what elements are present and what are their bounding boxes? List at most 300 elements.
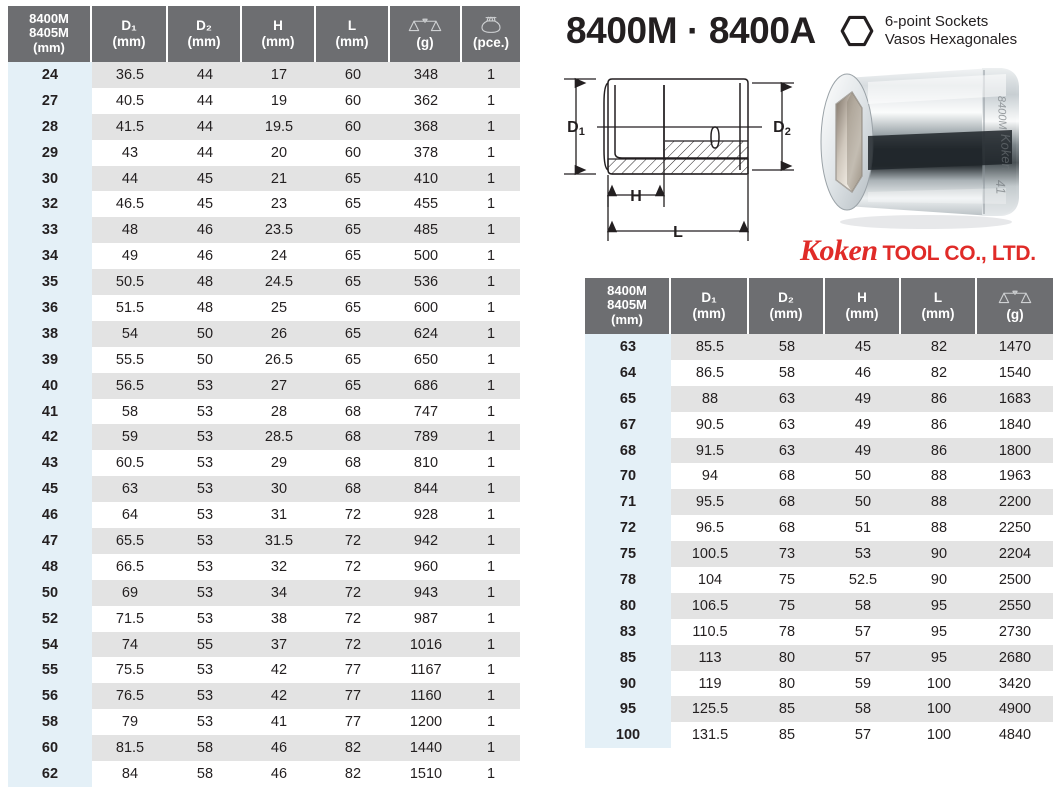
table-row [8,683,520,709]
column-header-line1: D₁ [121,18,137,34]
cell-size: 71 [585,489,671,515]
cell-g: 943 [390,580,462,606]
column-header-d2 [168,6,242,62]
cell-d1: 50.5 [92,269,168,295]
column-header-g [977,278,1053,334]
cell-size: 65 [585,386,671,412]
cell-d2: 58 [168,761,242,787]
socket-cross-section-diagram [552,55,814,251]
cell-l: 82 [901,334,977,360]
cell-size: 70 [585,463,671,489]
cell-h: 46 [825,360,901,386]
cell-h: 31.5 [242,528,316,554]
cell-l: 65 [316,191,390,217]
cell-h: 59 [825,671,901,697]
cell-d2: 68 [749,463,825,489]
cell-d2: 44 [168,62,242,88]
cell-l: 77 [316,657,390,683]
cell-l: 77 [316,709,390,735]
cell-d1: 55.5 [92,347,168,373]
cell-g: 1510 [390,761,462,787]
cell-g: 2550 [977,593,1053,619]
cell-h: 20 [242,140,316,166]
table-row [8,476,520,502]
cell-size: 52 [8,606,92,632]
cell-d2: 48 [168,295,242,321]
cell-d2: 58 [749,360,825,386]
cell-d2: 53 [168,502,242,528]
cell-l: 60 [316,88,390,114]
cell-size: 35 [8,269,92,295]
cell-g: 1683 [977,386,1053,412]
cell-size: 80 [585,593,671,619]
cell-d1: 119 [671,671,749,697]
cell-l: 65 [316,295,390,321]
column-header-unit: (mm) [187,33,221,49]
cell-h: 58 [825,696,901,722]
cell-d2: 85 [749,696,825,722]
specification-table-2-container [585,278,1053,748]
table-row [585,463,1053,489]
cell-g: 1800 [977,438,1053,464]
diagram-label-d2: D2 [773,119,791,138]
cell-d1: 84 [92,761,168,787]
cell-g: 1016 [390,632,462,658]
cell-pce: 1 [462,476,520,502]
cell-d2: 80 [749,671,825,697]
cell-pce: 1 [462,321,520,347]
specification-table-2 [585,278,1053,748]
cell-d2: 53 [168,709,242,735]
cell-l: 65 [316,347,390,373]
cell-d2: 75 [749,567,825,593]
cell-d2: 63 [749,438,825,464]
cell-g: 686 [390,373,462,399]
cell-l: 65 [316,166,390,192]
table-row [585,412,1053,438]
cell-h: 24 [242,243,316,269]
cell-d1: 76.5 [92,683,168,709]
table-row [585,489,1053,515]
cell-d1: 64 [92,502,168,528]
table-row [585,567,1053,593]
cell-g: 2680 [977,645,1053,671]
column-header-line1: D₂ [196,18,212,34]
cell-pce: 1 [462,140,520,166]
table-row [585,360,1053,386]
table-row [8,166,520,192]
table-row [8,657,520,683]
cell-h: 50 [825,489,901,515]
cell-pce: 1 [462,450,520,476]
cell-d1: 110.5 [671,619,749,645]
cell-g: 987 [390,606,462,632]
cell-g: 1840 [977,412,1053,438]
cell-l: 86 [901,438,977,464]
table-row [585,515,1053,541]
cell-size: 40 [8,373,92,399]
cell-l: 82 [901,360,977,386]
cell-l: 68 [316,450,390,476]
table-row [8,606,520,632]
column-header-unit: (mm) [769,305,803,321]
cell-size: 36 [8,295,92,321]
cell-size: 56 [8,683,92,709]
cell-h: 34 [242,580,316,606]
cell-l: 88 [901,515,977,541]
table-row [8,528,520,554]
cell-g: 500 [390,243,462,269]
koken-logo-mark: Koken [800,234,878,267]
table-row [8,502,520,528]
cell-l: 100 [901,696,977,722]
table-row [585,334,1053,360]
cell-size: 29 [8,140,92,166]
balance-scale-icon [977,289,1053,306]
cell-size: 34 [8,243,92,269]
cell-d2: 78 [749,619,825,645]
cell-d2: 53 [168,528,242,554]
cell-l: 68 [316,476,390,502]
cell-d1: 95.5 [671,489,749,515]
cell-d2: 53 [168,580,242,606]
page-title: 8400M · 8400A [566,10,816,51]
cell-l: 72 [316,528,390,554]
column-header-unit: (mm) [335,33,369,49]
cell-g: 624 [390,321,462,347]
cell-l: 90 [901,567,977,593]
cell-g: 4840 [977,722,1053,748]
title-block [566,8,1046,54]
cell-size: 60 [8,735,92,761]
cell-h: 26.5 [242,347,316,373]
cell-d1: 71.5 [92,606,168,632]
cell-size: 43 [8,450,92,476]
cell-h: 53 [825,541,901,567]
cell-g: 2730 [977,619,1053,645]
column-header-unit: (mm) [692,305,726,321]
table-row [8,399,520,425]
diagram-label-h: H [630,188,642,205]
cell-size: 42 [8,424,92,450]
cell-d1: 60.5 [92,450,168,476]
table-row [585,722,1053,748]
cell-d2: 75 [749,593,825,619]
cell-pce: 1 [462,554,520,580]
cell-g: 4900 [977,696,1053,722]
cell-pce: 1 [462,373,520,399]
table-row [8,450,520,476]
column-header-size [8,6,92,62]
cell-pce: 1 [462,114,520,140]
cell-d1: 54 [92,321,168,347]
cell-d1: 100.5 [671,541,749,567]
photo-engraving-model: 8400M [995,95,1009,130]
cell-d1: 104 [671,567,749,593]
column-header-unit: (mm) [611,311,643,327]
table-row [585,593,1053,619]
cell-l: 72 [316,502,390,528]
column-header-unit: (g) [1006,306,1024,322]
diagram-label-d1: D1 [567,119,585,138]
cell-d2: 68 [749,515,825,541]
cell-g: 650 [390,347,462,373]
cell-g: 2500 [977,567,1053,593]
cell-pce: 1 [462,62,520,88]
table-row [8,217,520,243]
cell-h: 28 [242,399,316,425]
cell-l: 86 [901,386,977,412]
cell-size: 72 [585,515,671,541]
cell-size: 100 [585,722,671,748]
cell-d1: 63 [92,476,168,502]
cell-h: 21 [242,166,316,192]
cell-pce: 1 [462,606,520,632]
cell-pce: 1 [462,424,520,450]
table-row [8,295,520,321]
cell-g: 1470 [977,334,1053,360]
cell-d2: 53 [168,373,242,399]
cell-size: 83 [585,619,671,645]
table-row [8,114,520,140]
cell-d1: 65.5 [92,528,168,554]
cell-h: 24.5 [242,269,316,295]
cell-l: 88 [901,463,977,489]
cell-l: 68 [316,424,390,450]
table-row [585,696,1053,722]
cell-d2: 58 [168,735,242,761]
table-row [8,580,520,606]
table-row [585,619,1053,645]
table-row [8,191,520,217]
column-header-unit: (mm) [33,39,65,55]
cell-l: 68 [316,399,390,425]
photo-engraving-size: 41 [993,179,1009,195]
cell-d2: 53 [168,450,242,476]
column-header-h [825,278,901,334]
cell-d1: 85.5 [671,334,749,360]
bag-icon [462,16,520,34]
column-header-d1 [671,278,749,334]
table-1-body [8,62,520,787]
cell-pce: 1 [462,166,520,192]
table-2-body [585,334,1053,748]
cell-h: 19 [242,88,316,114]
cell-size: 28 [8,114,92,140]
cell-g: 368 [390,114,462,140]
cell-l: 72 [316,554,390,580]
column-header-unit: (mm) [845,305,879,321]
cell-size: 63 [585,334,671,360]
cell-d2: 44 [168,140,242,166]
cell-h: 26 [242,321,316,347]
cell-h: 38 [242,606,316,632]
cell-d1: 46.5 [92,191,168,217]
cell-l: 72 [316,580,390,606]
cell-size: 47 [8,528,92,554]
cell-pce: 1 [462,735,520,761]
cell-g: 960 [390,554,462,580]
cell-h: 32 [242,554,316,580]
table-row [8,347,520,373]
cell-size: 62 [8,761,92,787]
cell-l: 72 [316,632,390,658]
cell-d1: 91.5 [671,438,749,464]
table-row [585,671,1053,697]
cell-h: 58 [825,593,901,619]
cell-pce: 1 [462,88,520,114]
cell-h: 46 [242,761,316,787]
cell-g: 2204 [977,541,1053,567]
table-row [585,645,1053,671]
cell-h: 57 [825,619,901,645]
column-header-line1: H [273,18,283,34]
cell-pce: 1 [462,683,520,709]
cell-h: 23 [242,191,316,217]
cell-pce: 1 [462,761,520,787]
cell-l: 72 [316,606,390,632]
cell-pce: 1 [462,632,520,658]
cell-h: 23.5 [242,217,316,243]
cell-l: 65 [316,217,390,243]
cell-d1: 36.5 [92,62,168,88]
cell-d1: 41.5 [92,114,168,140]
cell-d1: 81.5 [92,735,168,761]
cell-d1: 43 [92,140,168,166]
cell-pce: 1 [462,580,520,606]
cell-size: 54 [8,632,92,658]
cell-d2: 63 [749,386,825,412]
table-row [8,735,520,761]
column-header-line2: 8405M [29,25,69,41]
cell-h: 27 [242,373,316,399]
cell-d1: 75.5 [92,657,168,683]
table-row [8,140,520,166]
cell-g: 1440 [390,735,462,761]
cell-pce: 1 [462,709,520,735]
cell-pce: 1 [462,399,520,425]
cell-g: 747 [390,399,462,425]
column-header-line1: 8400M [29,10,69,26]
cell-l: 95 [901,645,977,671]
cell-size: 41 [8,399,92,425]
cell-d1: 88 [671,386,749,412]
cell-l: 65 [316,373,390,399]
cell-size: 24 [8,62,92,88]
cell-h: 25 [242,295,316,321]
cell-h: 17 [242,62,316,88]
cell-g: 1963 [977,463,1053,489]
cell-d2: 46 [168,217,242,243]
cell-h: 45 [825,334,901,360]
column-header-line2: 8405M [607,297,647,313]
cell-pce: 1 [462,243,520,269]
column-header-unit: (mm) [921,305,955,321]
cell-l: 82 [316,761,390,787]
cell-l: 100 [901,671,977,697]
cell-g: 810 [390,450,462,476]
cell-h: 28.5 [242,424,316,450]
column-header-d2 [749,278,825,334]
column-header-line1: H [857,290,867,306]
cell-g: 3420 [977,671,1053,697]
cell-h: 51 [825,515,901,541]
cell-d2: 53 [168,657,242,683]
cell-g: 789 [390,424,462,450]
cell-d1: 44 [92,166,168,192]
cell-g: 1167 [390,657,462,683]
cell-d2: 48 [168,269,242,295]
cell-l: 95 [901,593,977,619]
cell-d2: 53 [168,424,242,450]
column-header-unit: (mm) [261,33,295,49]
cell-l: 86 [901,412,977,438]
cell-size: 95 [585,696,671,722]
hexagon-icon [840,14,874,48]
diagram-label-l: L [673,224,683,241]
cell-size: 78 [585,567,671,593]
cell-g: 942 [390,528,462,554]
cell-d1: 51.5 [92,295,168,321]
cell-d2: 63 [749,412,825,438]
cell-l: 60 [316,62,390,88]
table-row [8,62,520,88]
cell-g: 348 [390,62,462,88]
cell-d2: 53 [168,476,242,502]
cell-d2: 80 [749,645,825,671]
cell-d2: 85 [749,722,825,748]
table-row [8,709,520,735]
cell-g: 928 [390,502,462,528]
cell-d1: 96.5 [671,515,749,541]
cell-size: 50 [8,580,92,606]
column-header-size [585,278,671,334]
cell-size: 33 [8,217,92,243]
table-1-header-row [8,6,520,62]
cell-d1: 69 [92,580,168,606]
column-header-line1: D₂ [778,290,794,306]
cell-size: 64 [585,360,671,386]
cell-l: 100 [901,722,977,748]
cell-h: 30 [242,476,316,502]
cell-size: 55 [8,657,92,683]
cell-h: 50 [825,463,901,489]
cell-l: 88 [901,489,977,515]
type-label-es: Vasos Hexagonales [884,31,1018,48]
cell-size: 38 [8,321,92,347]
cell-size: 48 [8,554,92,580]
cell-l: 90 [901,541,977,567]
cell-h: 57 [825,722,901,748]
cell-size: 67 [585,412,671,438]
table-row [585,541,1053,567]
cell-pce: 1 [462,528,520,554]
cell-d1: 48 [92,217,168,243]
cell-l: 60 [316,140,390,166]
cell-size: 32 [8,191,92,217]
cell-d2: 45 [168,191,242,217]
table-row [585,386,1053,412]
cell-g: 455 [390,191,462,217]
column-header-line1: L [933,290,943,306]
cell-h: 49 [825,412,901,438]
specification-table-1-container [8,6,520,787]
cell-pce: 1 [462,657,520,683]
cell-size: 39 [8,347,92,373]
cell-size: 85 [585,645,671,671]
socket-type-labels [885,13,1017,50]
column-header-l [901,278,977,334]
